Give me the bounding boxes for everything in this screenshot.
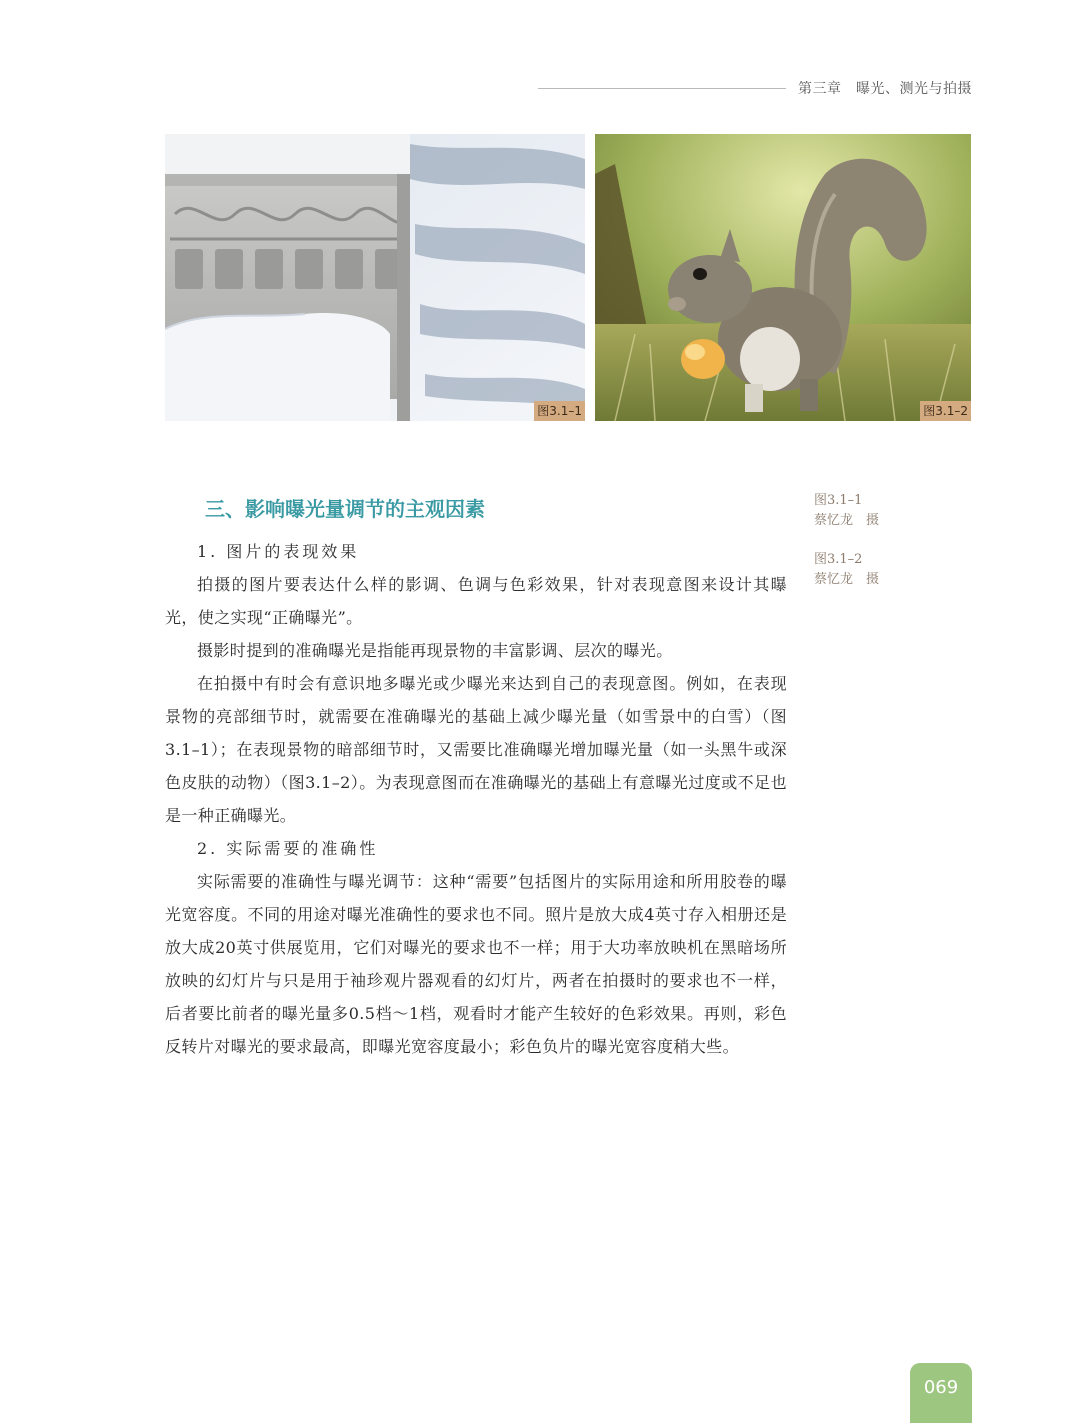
squirrel-image bbox=[595, 134, 971, 421]
caption-author: 蔡忆龙 摄 bbox=[814, 572, 880, 587]
figure-photo-squirrel bbox=[595, 134, 971, 421]
caption-figure-id: 图3.1–2 bbox=[814, 552, 863, 567]
caption-author: 蔡忆龙 摄 bbox=[814, 513, 880, 528]
snow-railing-image bbox=[165, 134, 585, 421]
header-rule bbox=[538, 88, 786, 89]
figure-tag-2: 图3.1–2 bbox=[920, 401, 971, 421]
subheading: 1. 图片的表现效果 bbox=[197, 542, 360, 561]
caption-figure-id: 图3.1–1 bbox=[814, 493, 863, 508]
section-heading: 三、影响曝光量调节的主观因素 bbox=[205, 497, 485, 521]
figure-tag-1: 图3.1–1 bbox=[534, 401, 585, 421]
paragraph: 在拍摄中有时会有意识地多曝光或少曝光来达到自己的表现意图。例如，在表现景物的亮部细节时，就需要在准确曝光的基础上减少曝光量（如雪景中的白雪）（图3.1–1）；在表现景物的暗部细节时，又需要比准确曝光增加曝光量（如一头黑牛或深色皮肤的动物）（图3.1–2）。为表现意图而在准确曝光的基础上有意曝光过度或不足也是一种正确曝光。 bbox=[165, 674, 787, 825]
running-header: 第三章 曝光、测光与拍摄 bbox=[798, 81, 972, 97]
page-number: 069 bbox=[910, 1363, 972, 1423]
figure-photo-snow bbox=[165, 134, 585, 421]
paragraph: 实际需要的准确性与曝光调节：这种“需要”包括图片的实际用途和所用胶卷的曝光宽容度。不同的用途对曝光准确性的要求也不同。照片是放大成4英寸存入相册还是放大成20英寸供展览用，它们对曝光的要求也不一样；用于大功率放映机在黑暗场所放映的幻灯片与只是用于袖珍观片器观看的幻灯片，两者在拍摄时的要求也不一样，后者要比前者的曝光量多0.5档～1档，观看时才能产生较好的色彩效果。再则，彩色反转片对曝光的要求最高，即曝光宽容度最小；彩色负片的曝光宽容度稍大些。 bbox=[165, 872, 787, 1056]
figure-caption-1 bbox=[814, 491, 974, 531]
subheading: 2. 实际需要的准确性 bbox=[197, 839, 379, 858]
body-text bbox=[165, 535, 787, 1063]
figure-caption-2 bbox=[814, 550, 974, 590]
paragraph: 拍摄的图片要表达什么样的影调、色调与色彩效果，针对表现意图来设计其曝光，使之实现“正确曝光”。 bbox=[165, 575, 787, 627]
paragraph: 摄影时提到的准确曝光是指能再现景物的丰富影调、层次的曝光。 bbox=[197, 641, 673, 660]
